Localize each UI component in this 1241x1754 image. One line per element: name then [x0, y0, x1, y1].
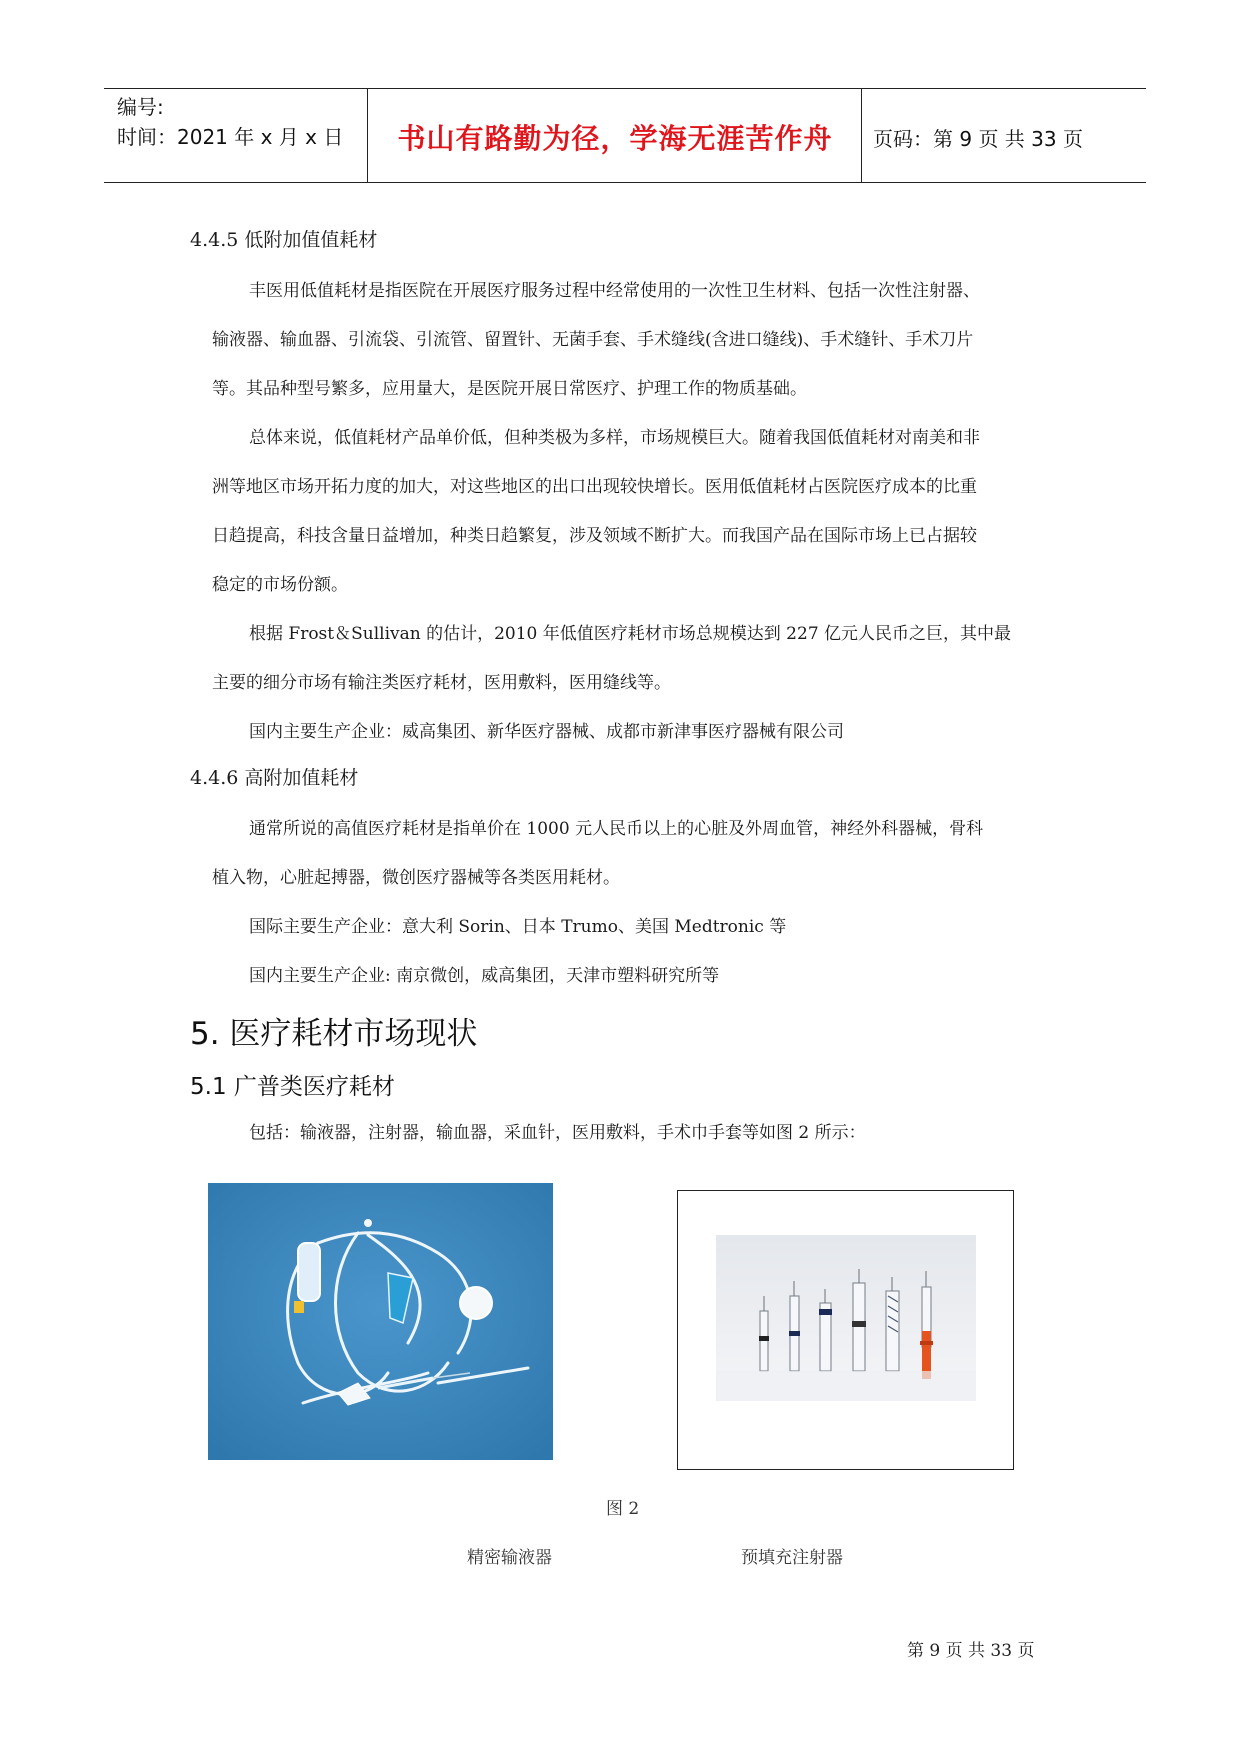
paragraph-line: 植入物，心脏起搏器，微创医疗器械等各类医用耗材。 [212, 868, 620, 888]
section-51-intro: 包括：输液器，注射器，输血器，采血针，医用敷料，手术巾手套等如图 2 所示： [249, 1123, 866, 1143]
section-445-heading: 4.4.5 低附加值值耗材 [190, 229, 378, 251]
drip-chamber [298, 1243, 320, 1301]
paragraph-line: 稳定的市场份额。 [212, 575, 348, 595]
header-meta [117, 92, 343, 152]
paragraph-line: 洲等地区市场开拓力度的加大，对这些地区的出口出现较快增长。医用低值耗材占医院医疗成本的比重 [212, 477, 977, 497]
header-page-label: 页码：第 9 页 共 33 页 [873, 127, 1083, 151]
infusion-set-drawing [208, 1183, 553, 1460]
section-5-heading: 5. 医疗耗材市场现状 [190, 1016, 478, 1052]
paragraph-line: 等。其品种型号繁多，应用量大，是医院开展日常医疗、护理工作的物质基础。 [212, 379, 807, 399]
section-446-heading: 4.4.6 高附加值耗材 [190, 767, 359, 789]
figure-caption-left: 精密输液器 [467, 1548, 552, 1568]
paragraph-line: 日趋提高，科技含量日益增加，种类日趋繁复，涉及领域不断扩大。而我国产品在国际市场上已占据较 [212, 526, 977, 546]
figure-label: 图 2 [606, 1499, 640, 1519]
page-footer: 第 9 页 共 33 页 [907, 1641, 1035, 1661]
paragraph-line: 国内主要生产企业: 南京微创，威高集团，天津市塑料研究所等 [249, 966, 720, 986]
time-label: 时间：2021 年 x 月 x 日 [117, 125, 344, 149]
paragraph-line: 国内主要生产企业：威高集团、新华医疗器械、成都市新津事医疗器械有限公司 [249, 722, 844, 742]
header-divider-left [367, 88, 368, 183]
paragraph-line: 主要的细分市场有输注类医疗耗材，医用敷料，医用缝线等。 [212, 673, 671, 693]
paragraph-line: 国际主要生产企业：意大利 Sorin、日本 Trumo、美国 Medtronic 等 [249, 917, 787, 937]
paragraph-line: 丰医用低值耗材是指医院在开展医疗服务过程中经常使用的一次性卫生材料、包括一次性注射器、 [249, 281, 980, 301]
filter-disc [460, 1287, 492, 1319]
header-divider-right [861, 88, 862, 183]
header-top-border [104, 88, 1146, 89]
prefilled-syringe-image [677, 1190, 1014, 1470]
header-bottom-border [104, 182, 1146, 183]
paragraph-line: 根据 Frost＆Sullivan 的估计，2010 年低值医疗耗材市场总规模达到 227 亿元人民币之巨，其中最 [249, 624, 1012, 644]
syringe-drawing [678, 1191, 1013, 1469]
serial-label: 编号: [117, 95, 164, 119]
figure-caption-right: 预填充注射器 [741, 1548, 843, 1568]
paragraph-line: 总体来说，低值耗材产品单价低，但种类极为多样，市场规模巨大。随着我国低值耗材对南美和非 [249, 428, 980, 448]
header-motto: 书山有路勤为径，学海无涯苦作舟 [397, 122, 833, 155]
paragraph-line: 输液器、输血器、引流袋、引流管、留置针、无菌手套、手术缝线(含进口缝线)、手术缝针、手术刀片 [212, 330, 974, 350]
paragraph-line: 通常所说的高值医疗耗材是指单价在 1000 元人民币以上的心脏及外周血管，神经外科器械，骨科 [249, 819, 984, 839]
section-51-heading: 5.1 广普类医疗耗材 [190, 1074, 395, 1100]
infusion-set-image [208, 1183, 553, 1460]
